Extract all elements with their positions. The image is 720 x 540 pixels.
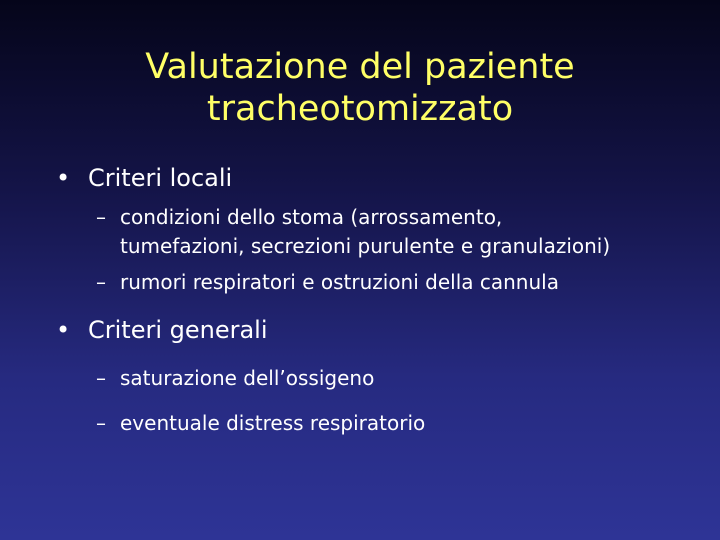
- bullet-marker: •: [56, 316, 71, 344]
- sub-item-text: rumori respiratori e ostruzioni della cannula: [120, 270, 559, 294]
- sub-item-text: condizioni dello stoma (arrossamento,: [120, 205, 503, 229]
- sub-item-text: tumefazioni, secrezioni purulente e granulazioni): [120, 234, 611, 258]
- bullet-heading: Criteri generali: [88, 316, 268, 344]
- title-line-2: tracheotomizzato: [206, 89, 514, 129]
- bullet-marker: •: [56, 164, 71, 192]
- sub-marker: –: [96, 411, 106, 435]
- sub-item-text: eventuale distress respiratorio: [120, 411, 426, 435]
- title-line-1: Valutazione del paziente: [145, 47, 575, 87]
- sub-marker: –: [96, 366, 106, 390]
- sub-item-text: saturazione dell’ossigeno: [120, 366, 375, 390]
- slide-title: [0, 46, 720, 130]
- sub-marker: –: [96, 270, 106, 294]
- sub-marker: –: [96, 205, 106, 229]
- bullet-heading: Criteri locali: [88, 164, 233, 192]
